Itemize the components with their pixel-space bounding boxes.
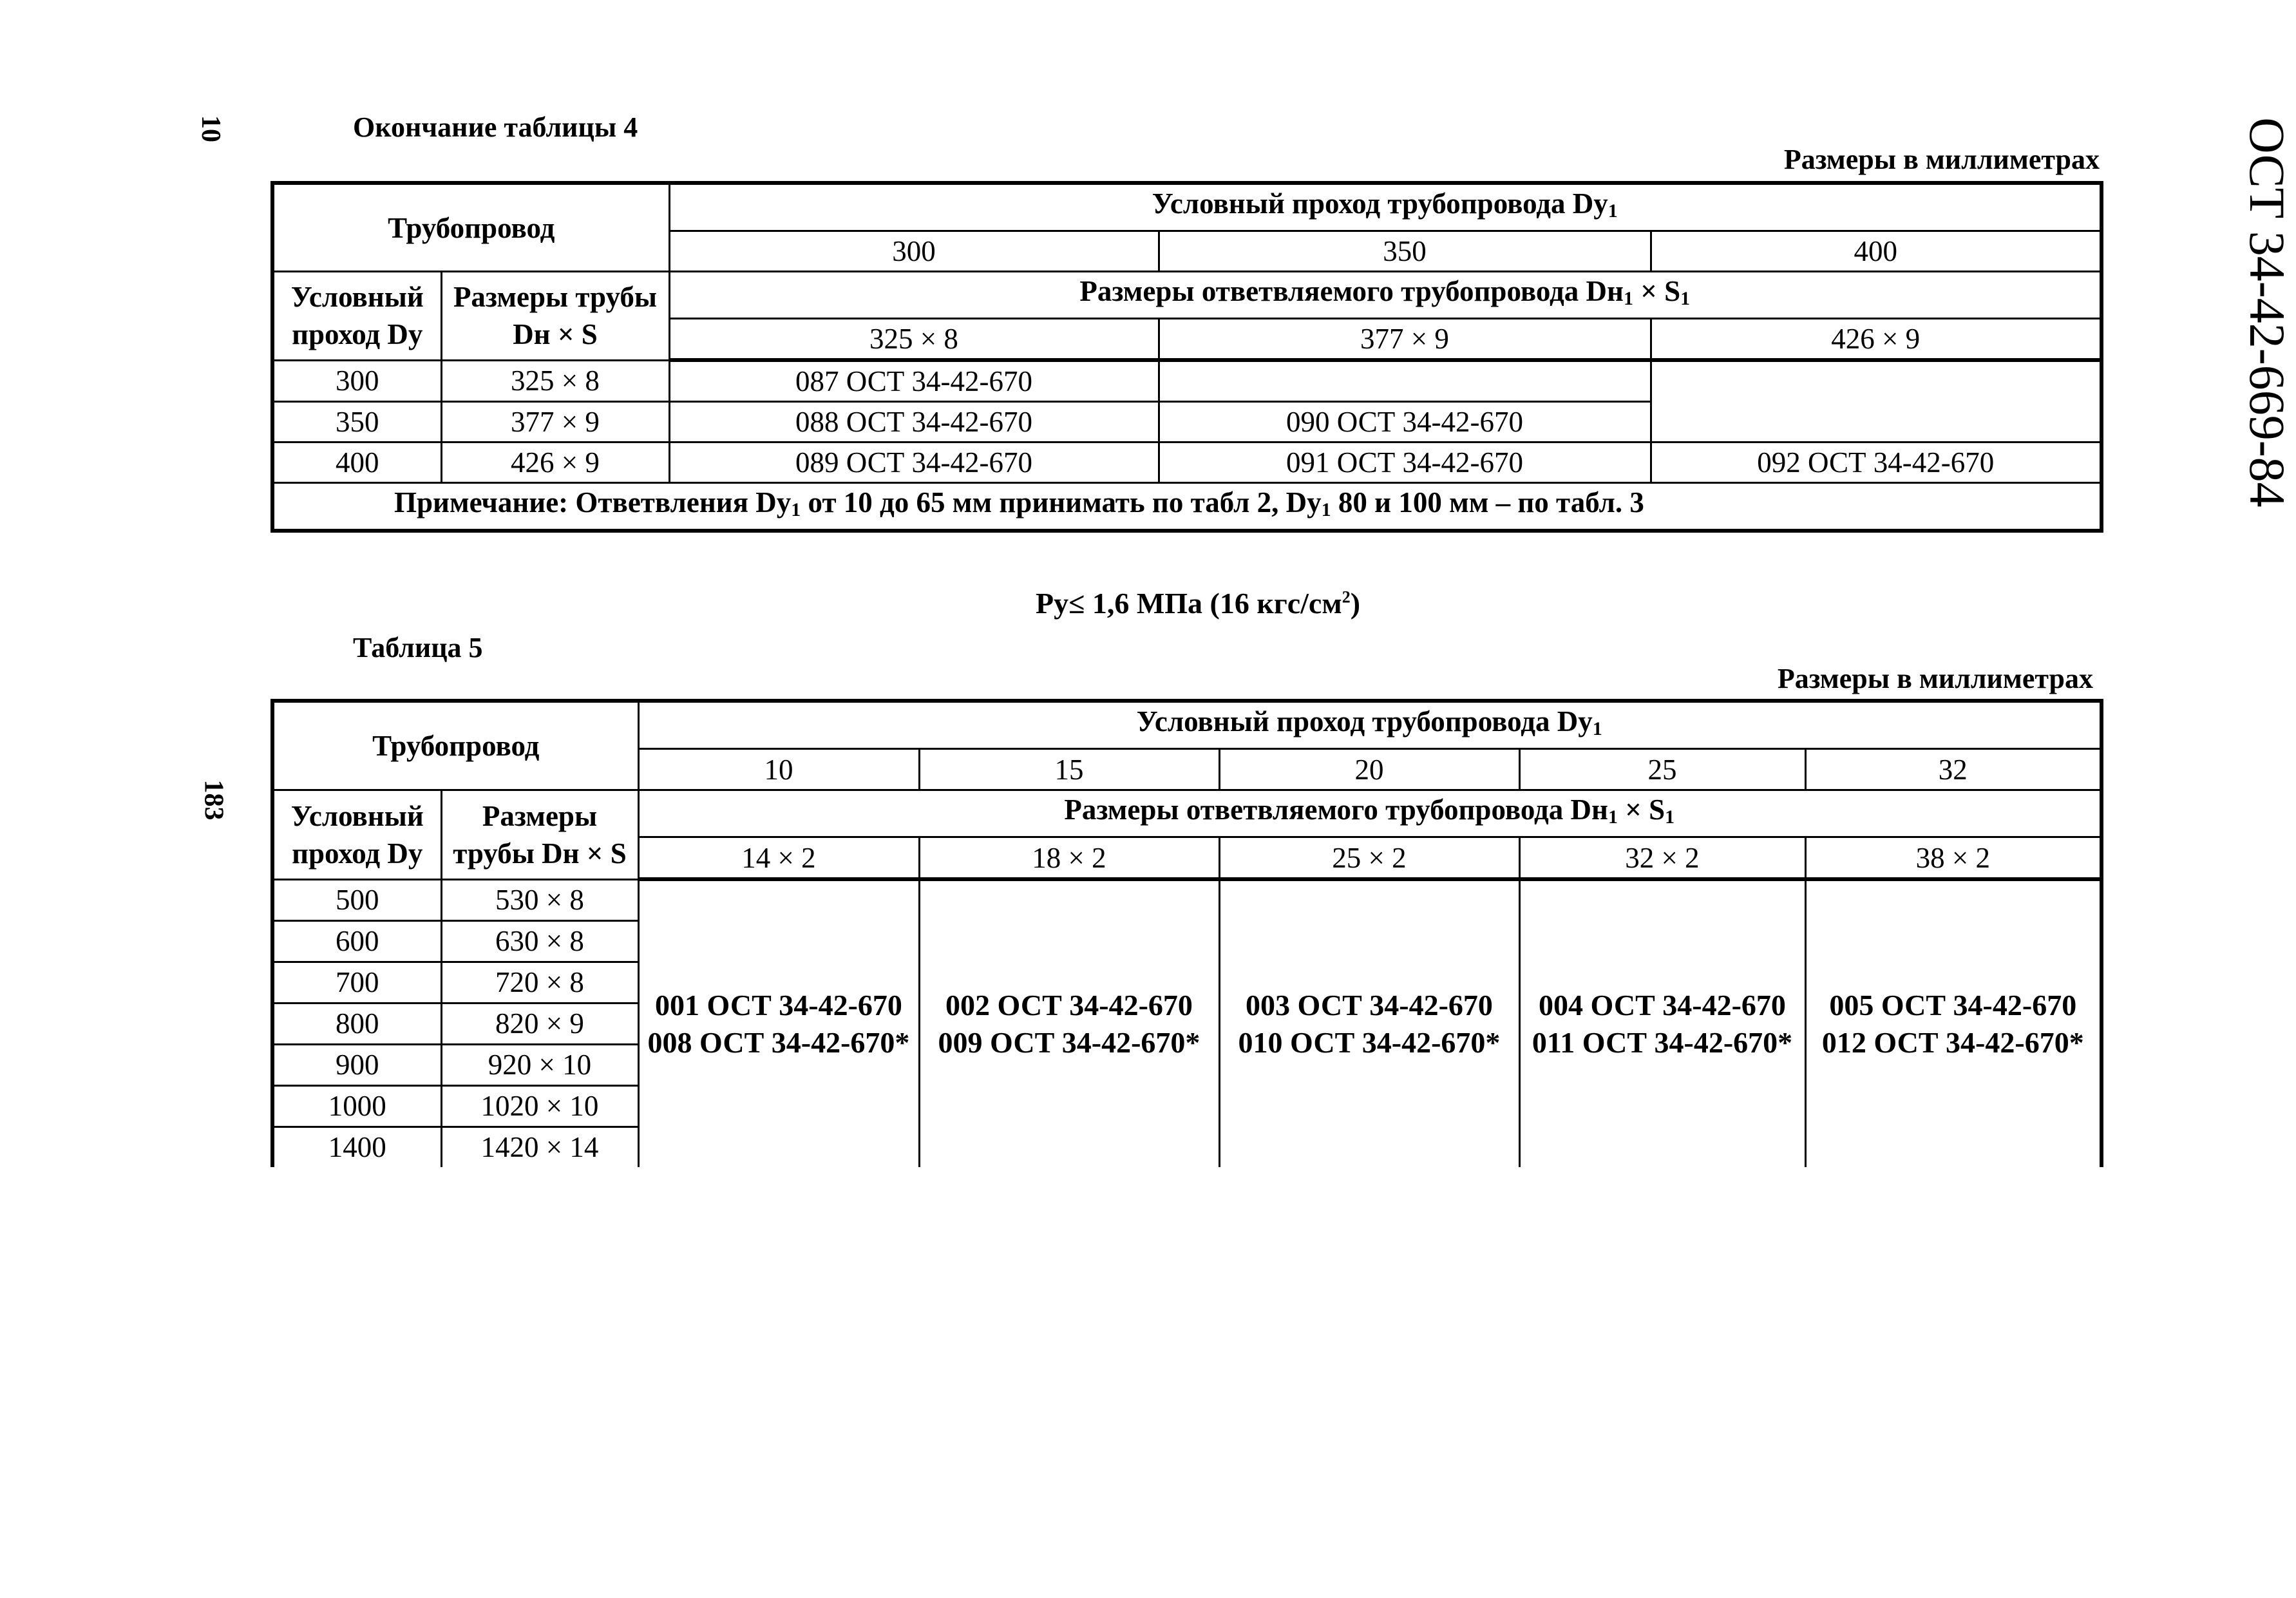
t5-row-size: 1020 × 10	[441, 1085, 638, 1127]
t4-row-dy: 350	[272, 402, 441, 442]
t5-row-size: 1420 × 14	[441, 1127, 638, 1167]
t4-cell: 087 ОСТ 34-42-670	[669, 360, 1159, 402]
table5	[270, 699, 2103, 1167]
t5-dy-20: 20	[1219, 749, 1519, 790]
pressure-heading: Ру≤ 1,6 МПа (16 кгс/$см^2$)	[1035, 587, 1361, 620]
t4-cell	[1159, 360, 1651, 402]
t4-note: Примечание: Ответвления $Dy_1$ от 10 до 65 мм принимать по табл 2, $Dy_1$ 80 и 100 мм – по табл. 3	[272, 483, 2102, 531]
document-code: ОСТ 34-42-669-84	[2239, 117, 2295, 508]
t5-header-pipeline: Трубопровод	[272, 701, 638, 790]
t4-branch-size-3: 426 × 9	[1651, 319, 2102, 361]
t5-row-size: 820 × 9	[441, 1003, 638, 1044]
t5-codes-dy15: 002 ОСТ 34-42-670 009 ОСТ 34-42-670*	[919, 879, 1219, 1167]
t4-row-size: 377 × 9	[441, 402, 669, 442]
t4-dy-350: 350	[1159, 231, 1651, 272]
t5-header-nominal-pass: Условный проход Dy	[272, 790, 441, 880]
t4-header-nominal-pass: Условный проход Dy	[272, 272, 441, 361]
t4-cell: 092 ОСТ 34-42-670	[1651, 442, 2102, 483]
t5-row-size: 630 × 8	[441, 920, 638, 962]
t5-branch-size-1: 14 × 2	[638, 837, 919, 880]
t5-header-pipe-size: Размеры трубы Dн × S	[441, 790, 638, 880]
t4-dy-400: 400	[1651, 231, 2102, 272]
t5-header-branch-dn: Условный проход трубопровода $Dy_1$	[638, 701, 2102, 749]
t4-cell: 089 ОСТ 34-42-670	[669, 442, 1159, 483]
t4-branch-size-1: 325 × 8	[669, 319, 1159, 361]
t5-row-size: 720 × 8	[441, 962, 638, 1003]
t5-row-size: 920 × 10	[441, 1044, 638, 1085]
page-number-side: 183	[198, 779, 229, 821]
t5-dy-32: 32	[1805, 749, 2102, 790]
t4-header-pipe-size: Размеры трубы Dн × S	[441, 272, 669, 361]
t5-row-dy: 900	[272, 1044, 441, 1085]
t5-header-branch-size: Размеры ответвляемого трубопровода $Dн_1 \times S_1$	[638, 790, 2102, 837]
t5-branch-size-5: 38 × 2	[1805, 837, 2102, 880]
t4-branch-size-2: 377 × 9	[1159, 319, 1651, 361]
page-number-top: 10	[196, 115, 225, 142]
t4-row-size: 325 × 8	[441, 360, 669, 402]
t4-header-pipeline: Трубопровод	[272, 183, 669, 272]
t5-row-dy: 600	[272, 920, 441, 962]
t5-row-dy: 1000	[272, 1085, 441, 1127]
table5-caption: Таблица 5	[353, 632, 483, 663]
t4-row-dy: 300	[272, 360, 441, 402]
t5-row-size: 530 × 8	[441, 879, 638, 920]
t4-cell: 090 ОСТ 34-42-670	[1159, 402, 1651, 442]
t4-header-branch-size: Размеры ответвляемого трубопровода $Dн_1 \times S_1$	[669, 272, 2102, 319]
t5-codes-dy20: 003 ОСТ 34-42-670 010 ОСТ 34-42-670*	[1219, 879, 1519, 1167]
t5-row-dy: 800	[272, 1003, 441, 1044]
table4-caption: Окончание таблицы 4	[353, 111, 638, 143]
table4-units: Размеры в миллиметрах	[1783, 144, 2100, 175]
t4-cell-empty	[1651, 360, 2102, 442]
t4-header-branch-dn: Условный проход трубопровода $Dy_1$	[669, 183, 2102, 231]
t5-row-dy: 700	[272, 962, 441, 1003]
t4-dy-300: 300	[669, 231, 1159, 272]
table5-units: Размеры в миллиметрах	[1777, 663, 2093, 694]
t5-dy-10: 10	[638, 749, 919, 790]
t5-codes-dy32: 005 ОСТ 34-42-670 012 ОСТ 34-42-670*	[1805, 879, 2102, 1167]
t5-branch-size-2: 18 × 2	[919, 837, 1219, 880]
t5-row-dy: 1400	[272, 1127, 441, 1167]
t4-cell: 091 ОСТ 34-42-670	[1159, 442, 1651, 483]
t5-dy-15: 15	[919, 749, 1219, 790]
t4-row-dy: 400	[272, 442, 441, 483]
t5-dy-25: 25	[1519, 749, 1805, 790]
t5-row-dy: 500	[272, 879, 441, 920]
t4-row-size: 426 × 9	[441, 442, 669, 483]
t4-cell: 088 ОСТ 34-42-670	[669, 402, 1159, 442]
table4	[270, 181, 2103, 533]
t5-codes-dy25: 004 ОСТ 34-42-670 011 ОСТ 34-42-670*	[1519, 879, 1805, 1167]
t5-branch-size-4: 32 × 2	[1519, 837, 1805, 880]
t5-branch-size-3: 25 × 2	[1219, 837, 1519, 880]
t5-codes-dy10: 001 ОСТ 34-42-670 008 ОСТ 34-42-670*	[638, 879, 919, 1167]
